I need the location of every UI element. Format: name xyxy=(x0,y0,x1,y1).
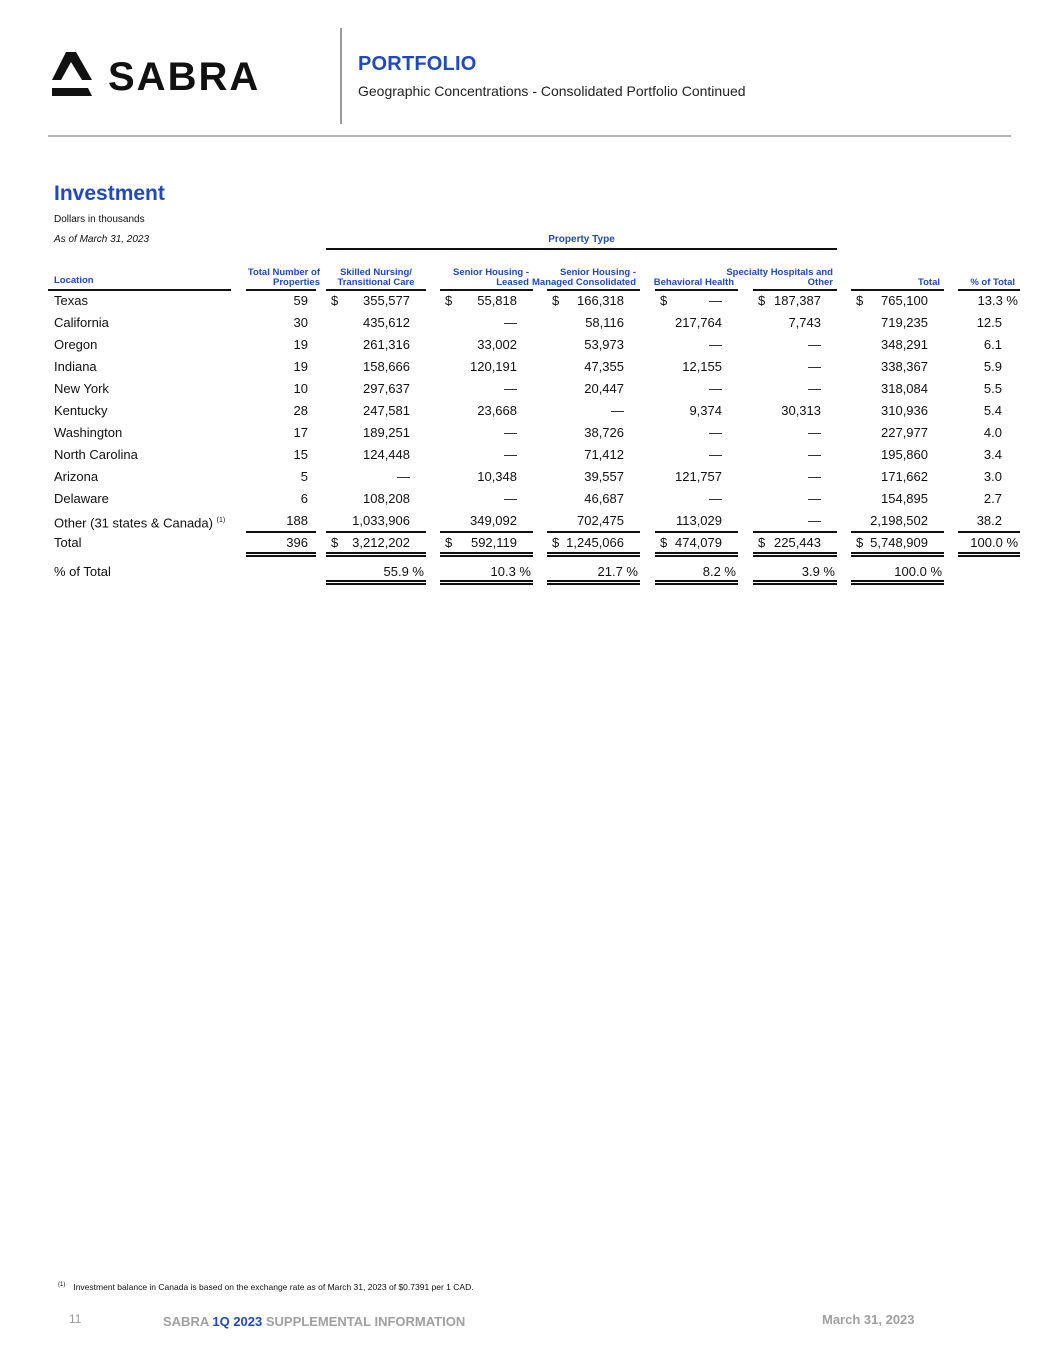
subtotal-rule-pct xyxy=(958,531,1020,533)
cell-pct: 5.5 xyxy=(983,381,1002,396)
col-rule-location xyxy=(48,289,231,291)
col-header-pct: % of Total xyxy=(970,277,1015,288)
col-rule-properties xyxy=(246,289,316,291)
sabra-logo xyxy=(52,52,297,98)
row-location: Arizona xyxy=(54,469,99,484)
cell-shl: 55,818 xyxy=(477,293,517,308)
group-rule xyxy=(326,248,837,250)
cell-bh: 113,029 xyxy=(675,513,722,528)
total-rule-b-pct xyxy=(958,555,1020,557)
cell-bh: 9,374 xyxy=(689,403,722,418)
col-rule-snf xyxy=(326,289,426,291)
pct-rule-b-bh xyxy=(655,583,738,585)
cell-sho: — xyxy=(808,491,821,506)
currency-symbol: $ xyxy=(856,535,864,550)
subtotal-rule-shl xyxy=(440,531,533,533)
cell-pct: 2.7 xyxy=(983,491,1002,506)
pct-rule-b-sho xyxy=(753,583,837,585)
cell-snf: 124,448 xyxy=(363,447,410,462)
cell-sho: — xyxy=(808,381,821,396)
currency-symbol: $ xyxy=(758,535,766,550)
footnote xyxy=(58,1282,474,1292)
pct-rule-b-total xyxy=(851,583,944,585)
total-shl: 592,119 xyxy=(470,535,517,550)
col-header-snf: Skilled Nursing/ Transitional Care xyxy=(337,267,415,288)
total-shm: 1,245,066 xyxy=(566,535,624,550)
total-rule-b-sho xyxy=(753,555,837,557)
footer-doc: SUPPLEMENTAL INFORMATION xyxy=(265,1314,466,1329)
col-rule-pct xyxy=(958,289,1020,291)
total-rule-a-shl xyxy=(440,552,533,554)
total-properties: 396 xyxy=(286,535,308,550)
cell-properties: 30 xyxy=(293,315,308,330)
cell-sho: — xyxy=(808,337,821,352)
pct-row-label: % of Total xyxy=(54,564,111,579)
currency-symbol: $ xyxy=(660,535,668,550)
cell-properties: 5 xyxy=(300,469,308,484)
cell-properties: 19 xyxy=(293,359,308,374)
col-header-shm: Senior Housing - Managed Consolidated xyxy=(532,267,636,288)
cell-shl: — xyxy=(504,491,517,506)
cell-shm: 39,557 xyxy=(584,469,624,484)
row-location: Oregon xyxy=(54,337,98,352)
cell-properties: 188 xyxy=(286,513,308,528)
section-title: Investment xyxy=(54,182,165,205)
col-rule-sho xyxy=(753,289,837,291)
cell-pct: 38.2 xyxy=(976,513,1002,528)
cell-total: 227,977 xyxy=(881,425,928,440)
currency-symbol: $ xyxy=(445,293,453,308)
pct-rule-a-snf xyxy=(326,580,426,582)
total-rule-a-bh xyxy=(655,552,738,554)
cell-snf: — xyxy=(397,469,410,484)
cell-pct: 3.0 xyxy=(983,469,1002,484)
currency-symbol: $ xyxy=(331,535,339,550)
cell-total: 310,936 xyxy=(881,403,928,418)
footnote-marker: (1) xyxy=(58,1282,66,1288)
cell-pct: 4.0 xyxy=(983,425,1002,440)
units-note: Dollars in thousands xyxy=(54,214,145,225)
col-rule-shl xyxy=(440,289,533,291)
cell-shm: 53,973 xyxy=(584,337,624,352)
cell-shm: — xyxy=(611,403,624,418)
cell-shl: — xyxy=(504,425,517,440)
pct-snf: 55.9 % xyxy=(383,564,424,579)
total-total: 5,748,909 xyxy=(870,535,928,550)
cell-bh: 217,764 xyxy=(675,315,722,330)
cell-shm: 47,355 xyxy=(584,359,624,374)
cell-pct: 3.4 xyxy=(983,447,1002,462)
cell-sho: 187,387 xyxy=(774,293,821,308)
cell-pct: 6.1 xyxy=(983,337,1002,352)
pct-total: 100.0 % xyxy=(894,564,942,579)
cell-properties: 28 xyxy=(293,403,308,418)
cell-shm: 38,726 xyxy=(584,425,624,440)
subtotal-rule-properties xyxy=(246,531,316,533)
total-rule-a-shm xyxy=(547,552,640,554)
cell-total: 154,895 xyxy=(881,491,928,506)
total-rule-b-shl xyxy=(440,555,533,557)
total-rule-a-snf xyxy=(326,552,426,554)
row-location: Kentucky xyxy=(54,403,108,418)
currency-symbol: $ xyxy=(445,535,453,550)
row-location: North Carolina xyxy=(54,447,138,462)
cell-bh: — xyxy=(709,447,722,462)
cell-pct: 13.3 % xyxy=(977,293,1018,308)
col-rule-shm xyxy=(547,289,640,291)
total-rule-b-snf xyxy=(326,555,426,557)
cell-snf: 158,666 xyxy=(363,359,410,374)
cell-shl: 120,191 xyxy=(470,359,517,374)
pct-rule-a-shl xyxy=(440,580,533,582)
row-location: Washington xyxy=(54,425,123,440)
row-location: Delaware xyxy=(54,491,109,506)
footer-company: SABRA xyxy=(163,1314,209,1329)
col-header-sho: Specialty Hospitals and Other xyxy=(726,267,833,288)
cell-snf: 108,208 xyxy=(363,491,410,506)
col-header-shl: Senior Housing - Leased xyxy=(453,267,529,288)
cell-total: 195,860 xyxy=(881,447,928,462)
cell-properties: 15 xyxy=(293,447,308,462)
cell-sho: 30,313 xyxy=(781,403,821,418)
subtotal-rule-sho xyxy=(753,531,837,533)
cell-snf: 297,637 xyxy=(363,381,410,396)
cell-bh: 121,757 xyxy=(675,469,722,484)
header-rule xyxy=(48,135,1011,137)
col-header-bh: Behavioral Health xyxy=(653,277,734,288)
cell-properties: 17 xyxy=(293,425,308,440)
currency-symbol: $ xyxy=(552,293,560,308)
total-rule-a-sho xyxy=(753,552,837,554)
total-rule-a-pct xyxy=(958,552,1020,554)
property-type-group-header: Property Type xyxy=(548,234,615,245)
cell-total: 348,291 xyxy=(881,337,928,352)
total-row-label: Total xyxy=(54,535,82,550)
cell-sho: — xyxy=(808,359,821,374)
row-location: Indiana xyxy=(54,359,97,374)
cell-shm: 46,687 xyxy=(584,491,624,506)
currency-symbol: $ xyxy=(331,293,339,308)
footer-doc-title xyxy=(163,1314,465,1329)
footer-period: 1Q 2023 xyxy=(212,1314,263,1329)
cell-properties: 19 xyxy=(293,337,308,352)
page-number: 11 xyxy=(69,1312,82,1326)
cell-snf: 1,033,906 xyxy=(352,513,410,528)
total-rule-b-shm xyxy=(547,555,640,557)
cell-sho: — xyxy=(808,447,821,462)
currency-symbol: $ xyxy=(660,293,668,308)
pct-rule-a-sho xyxy=(753,580,837,582)
cell-bh: — xyxy=(709,381,722,396)
subtotal-rule-total xyxy=(851,531,944,533)
as-of-date: As of March 31, 2023 xyxy=(54,234,150,245)
pct-rule-b-shl xyxy=(440,583,533,585)
cell-properties: 6 xyxy=(300,491,308,506)
total-rule-a-properties xyxy=(246,552,316,554)
cell-bh: — xyxy=(709,491,722,506)
cell-shl: — xyxy=(504,381,517,396)
row-location: New York xyxy=(54,381,109,396)
cell-snf: 189,251 xyxy=(363,425,410,440)
cell-snf: 261,316 xyxy=(363,337,410,352)
cell-pct: 5.9 xyxy=(983,359,1002,374)
cell-shl: 23,668 xyxy=(477,403,517,418)
cell-properties: 59 xyxy=(293,293,308,308)
col-rule-bh xyxy=(655,289,738,291)
footnote-text: Investment balance in Canada is based on the exchange rate as of March 31, 2023 of $0.7391 per 1 CAD. xyxy=(73,1282,474,1292)
total-snf: 3,212,202 xyxy=(352,535,410,550)
col-rule-total xyxy=(851,289,944,291)
cell-total: 2,198,502 xyxy=(870,513,928,528)
row-location: California xyxy=(54,315,109,330)
cell-shl: — xyxy=(504,315,517,330)
cell-bh: 12,155 xyxy=(682,359,722,374)
cell-shm: 71,412 xyxy=(584,447,624,462)
cell-total: 719,235 xyxy=(881,315,928,330)
cell-shl: 349,092 xyxy=(470,513,517,528)
cell-shm: 58,116 xyxy=(585,315,624,330)
page-subtitle: Geographic Concentrations - Consolidated Portfolio Continued xyxy=(358,83,746,99)
currency-symbol: $ xyxy=(856,293,864,308)
total-rule-a-total xyxy=(851,552,944,554)
cell-pct: 5.4 xyxy=(983,403,1002,418)
total-rule-b-properties xyxy=(246,555,316,557)
pct-rule-a-bh xyxy=(655,580,738,582)
total-rule-b-bh xyxy=(655,555,738,557)
page-title: PORTFOLIO xyxy=(358,53,477,75)
cell-shm: 702,475 xyxy=(577,513,624,528)
pct-rule-a-total xyxy=(851,580,944,582)
subtotal-rule-bh xyxy=(655,531,738,533)
footnote-ref: (1) xyxy=(216,517,226,524)
cell-snf: 435,612 xyxy=(363,315,410,330)
col-header-properties: Total Number of Properties xyxy=(247,267,320,288)
cell-total: 171,662 xyxy=(881,469,928,484)
currency-symbol: $ xyxy=(552,535,560,550)
pct-rule-b-snf xyxy=(326,583,426,585)
pct-sho: 3.9 % xyxy=(801,564,835,579)
header-divider xyxy=(340,28,342,124)
row-location: Texas xyxy=(54,293,88,308)
cell-bh: — xyxy=(709,337,722,352)
cell-sho: 7,743 xyxy=(788,315,821,330)
pct-bh: 8.2 % xyxy=(702,564,736,579)
total-pct: 100.0 % xyxy=(970,535,1018,550)
cell-shm: 166,318 xyxy=(577,293,624,308)
cell-bh: — xyxy=(709,425,722,440)
pct-rule-a-shm xyxy=(547,580,640,582)
cell-bh: — xyxy=(709,293,722,308)
subtotal-rule-shm xyxy=(547,531,640,533)
subtotal-rule-snf xyxy=(326,531,426,533)
cell-shl: — xyxy=(504,447,517,462)
cell-shl: 33,002 xyxy=(477,337,517,352)
footer-date: March 31, 2023 xyxy=(822,1312,915,1327)
cell-total: 318,084 xyxy=(881,381,928,396)
row-location: Other (31 states & Canada) $^{(1)}$ xyxy=(54,515,226,531)
col-header-total: Total xyxy=(918,277,940,288)
cell-total: 765,100 xyxy=(881,293,928,308)
cell-sho: — xyxy=(808,513,821,528)
pct-shl: 10.3 % xyxy=(490,564,531,579)
cell-shm: 20,447 xyxy=(584,381,624,396)
cell-pct: 12.5 xyxy=(976,315,1002,330)
cell-sho: — xyxy=(808,469,821,484)
cell-sho: — xyxy=(808,425,821,440)
total-bh: 474,079 xyxy=(675,535,722,550)
col-header-location: Location xyxy=(54,275,94,286)
cell-snf: 247,581 xyxy=(363,403,410,418)
pct-shm: 21.7 % xyxy=(597,564,638,579)
total-rule-b-total xyxy=(851,555,944,557)
currency-symbol: $ xyxy=(758,293,766,308)
svg-text:SABRA: SABRA xyxy=(108,55,261,98)
pct-rule-b-shm xyxy=(547,583,640,585)
cell-snf: 355,577 xyxy=(363,293,410,308)
cell-total: 338,367 xyxy=(881,359,928,374)
total-sho: 225,443 xyxy=(774,535,821,550)
cell-shl: 10,348 xyxy=(477,469,517,484)
cell-properties: 10 xyxy=(293,381,308,396)
